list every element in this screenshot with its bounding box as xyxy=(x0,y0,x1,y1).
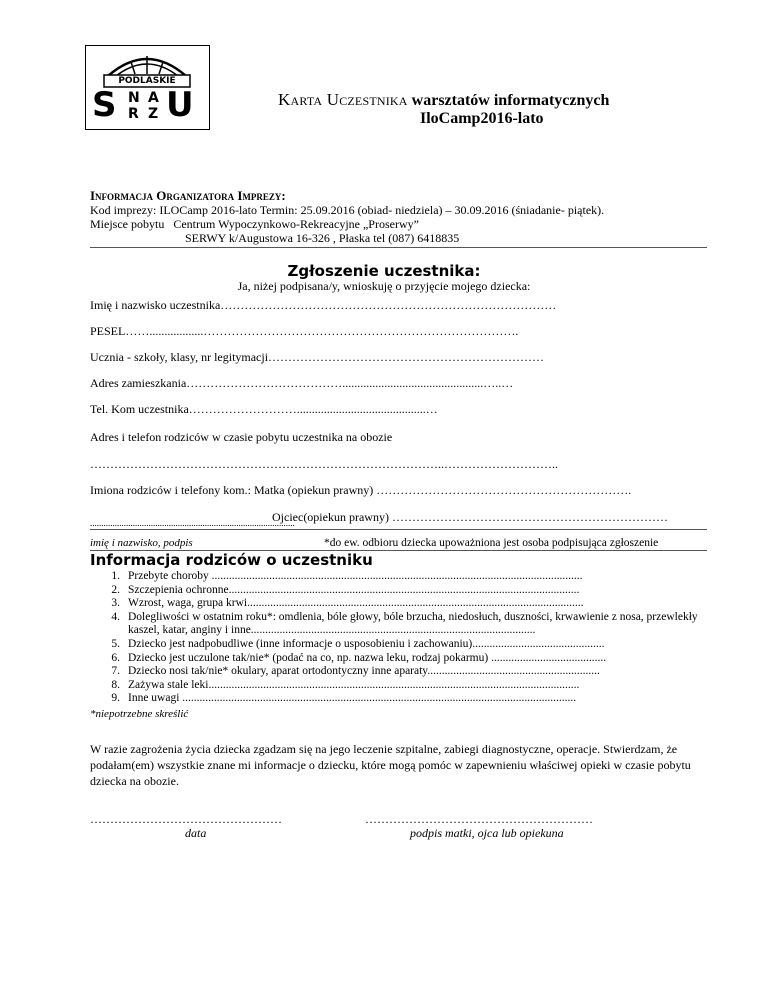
date-label: data xyxy=(185,826,207,840)
document-subtitle: IloCamp2016-lato xyxy=(420,110,544,127)
list-item[interactable] xyxy=(90,679,700,693)
list-item[interactable] xyxy=(90,692,700,706)
logo-letter-a: A xyxy=(148,90,159,106)
item-number: 5. xyxy=(111,637,120,650)
list-item[interactable] xyxy=(90,584,700,598)
parents-info-list xyxy=(90,570,700,706)
item-number: 9. xyxy=(111,692,120,705)
item-number: 1. xyxy=(111,570,120,582)
signature-dots[interactable]: ........................................................................................... xyxy=(90,518,295,528)
item-text: Dziecko jest nadpobudliwe (inne informacje o usposobieniu i zachowaniu).............................................. xyxy=(128,637,605,650)
item-text: Wzrost, waga, grupa krwi..................................................................................................................... xyxy=(128,597,584,610)
list-item[interactable] xyxy=(90,570,700,584)
item-number: 4. xyxy=(111,610,120,623)
item-text: Dziecko nosi tak/nie* okulary, aparat ortodontyczny inne aparaty............................................................ xyxy=(128,665,600,678)
organizer-line-3: SERWY k/Augustowa 16-326 , Płaska tel (087) 6418835 xyxy=(185,231,460,245)
item-text: Dolegliwości w ostatnim roku*: omdlenia, bóle głowy, bóle brzucha, niedosłuch, duszności, krwawienie z nosa, przewlekły kaszel, katar, anginy i inne................................................................................................... xyxy=(128,610,698,637)
item-number: 6. xyxy=(111,651,120,664)
item-text: Dziecko jest uczulone tak/nie* (podać na co, np. nazwa leku, rodzaj pokarmu) ........................................ xyxy=(128,651,607,664)
signature-note: *do ew. odbioru dziecka upoważniona jest osoba podpisująca zgłoszenie xyxy=(324,537,659,549)
item-number: 3. xyxy=(111,597,120,610)
field-address[interactable]: Adres zamieszkania…………………………………...............................................…..… xyxy=(90,376,514,390)
title-rest: warsztatów informatycznych xyxy=(407,92,610,109)
list-item[interactable] xyxy=(90,665,700,679)
organizer-line-2: Miejsce pobytu Centrum Wypoczynkowo-Rekreacyjne „Proserwy” xyxy=(90,217,419,231)
item-number: 2. xyxy=(111,583,120,596)
logo-letter-r: R xyxy=(128,106,139,122)
field-parents-address[interactable]: ……………………………………………………………………………..……………………….. xyxy=(90,457,558,471)
title-small-caps: Karta Uczestnika xyxy=(278,90,408,109)
document-title xyxy=(278,90,609,110)
list-item[interactable] xyxy=(90,652,700,666)
item-text: Zażywa stale leki................................................................................................................................. xyxy=(128,678,580,691)
signature-label: imię i nazwisko, podpis xyxy=(90,537,193,549)
field-school[interactable]: Ucznia - szkoły, klasy, nr legitymacji…………………………………………………………… xyxy=(90,350,545,364)
list-item[interactable] xyxy=(90,638,700,652)
list-item[interactable] xyxy=(90,597,700,611)
divider xyxy=(90,529,707,530)
parent-signature-label: podpis matki, ojca lub opiekuna xyxy=(410,826,564,840)
organizer-heading: Informacja Organizatora Imprezy: xyxy=(90,188,286,203)
organizer-line-1: Kod imprezy: ILOCamp 2016-lato Termin: 25.09.2016 (obiad- niedziela) – 30.09.2016 (śniadanie- piątek). xyxy=(90,203,605,217)
field-phone[interactable]: Tel. Kom uczestnika………………………...........................................… xyxy=(90,402,438,416)
registration-heading: Zgłoszenie uczestnika: xyxy=(287,262,481,280)
item-text: Przebyte choroby ................................................................................................................................. xyxy=(128,570,583,582)
parents-info-heading: Informacja rodziców o uczestniku xyxy=(90,551,373,569)
field-participant-name[interactable]: Imię i nazwisko uczestnika………………………………………………………………………… xyxy=(90,298,557,312)
field-parents-address-label: Adres i telefon rodziców w czasie pobytu uczestnika na obozie xyxy=(90,430,393,444)
parent-signature-dots[interactable]: ………………………………………………… xyxy=(365,812,593,826)
footnote: *niepotrzebne skreślić xyxy=(90,708,189,720)
logo-letter-n: N xyxy=(128,90,140,106)
field-mother[interactable]: Imiona rodziców i telefony kom.: Matka (opiekun prawny) ………………………………………………………. xyxy=(90,483,632,497)
divider xyxy=(90,247,707,248)
item-number: 7. xyxy=(111,665,120,678)
item-text: Szczepienia ochronne.......................................................................................................................... xyxy=(128,583,580,596)
item-number: 8. xyxy=(111,678,120,691)
field-father[interactable]: Ojciec(opiekun prawny) …………………………………………………………… xyxy=(272,510,668,524)
item-text: Inne uwagi ......................................................................................................................................... xyxy=(128,692,577,705)
logo-letter-z: Z xyxy=(148,106,159,122)
registration-subheading: Ja, niżej podpisana/y, wnioskuję o przyjęcie mojego dziecka: xyxy=(237,279,531,293)
date-dots[interactable]: ………………………………………… xyxy=(90,812,282,826)
logo-band-text: PODLASKIE xyxy=(118,76,176,86)
field-pesel[interactable]: PESEL……..................……………………………………………………………………. xyxy=(90,324,519,338)
consent-paragraph: W razie zagrożenia życia dziecka zgadzam się na jego leczenie szpitalne, zabiegi diagnostyczne, operacje. Stwierdzam, że podałam(em) wszystkie znane mi informacje o dziecku, które mogą pomóc w zapewnieniu właściwej opieki w czasie pobytu dziecka na obozie. xyxy=(90,742,691,788)
logo-letter-s: S xyxy=(92,85,117,125)
organization-logo xyxy=(85,45,210,130)
logo-letter-u: U xyxy=(166,85,194,125)
list-item[interactable] xyxy=(90,611,700,638)
